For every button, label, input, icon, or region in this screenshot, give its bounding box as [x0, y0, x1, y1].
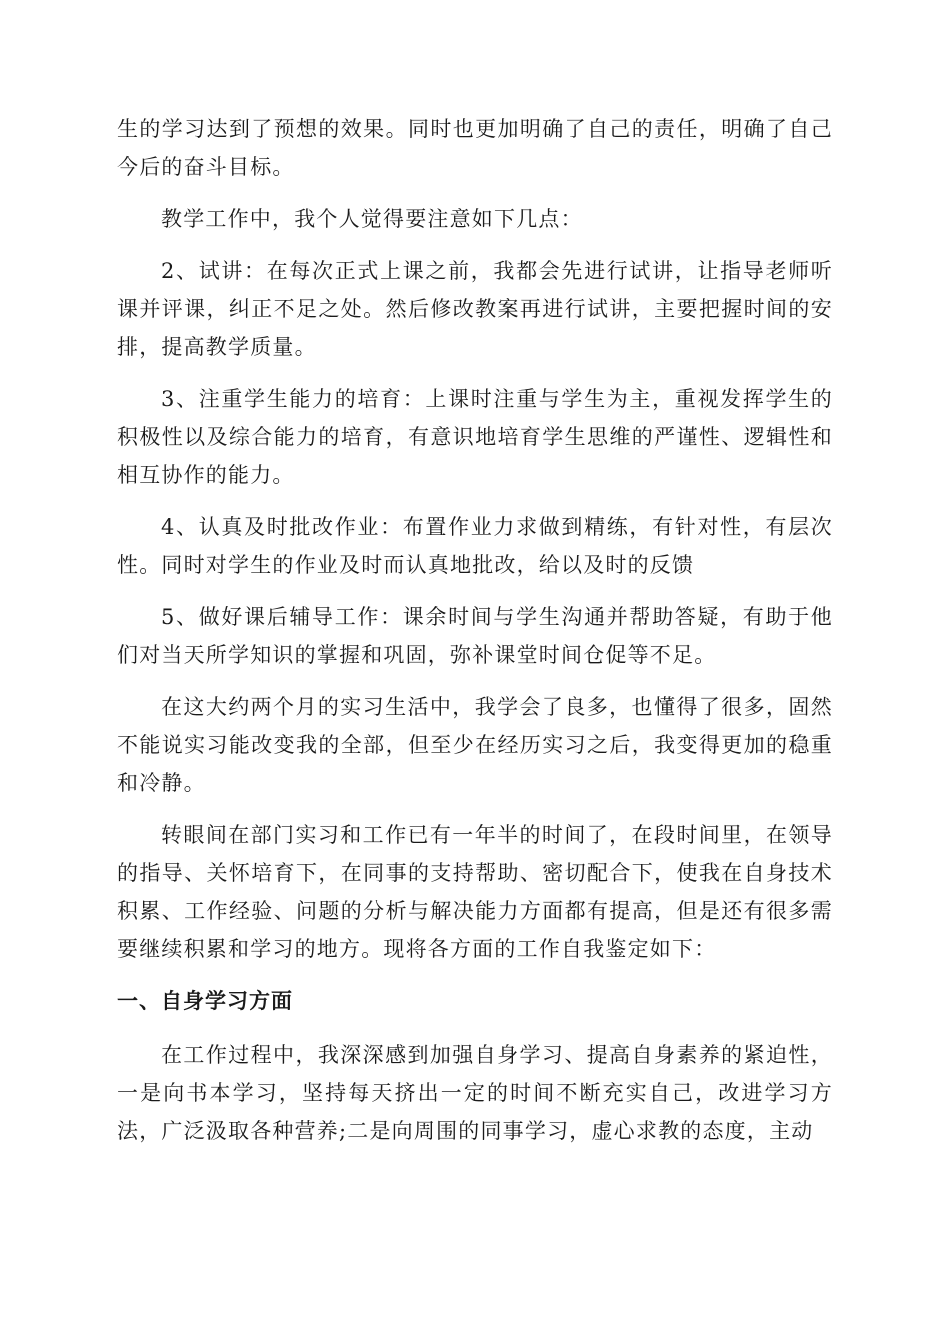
paragraph-item-5: 5、做好课后辅导工作：课余时间与学生沟通并帮助答疑，有助于他们对当天所学知识的掌握和巩固，弥补课堂时间仓促等不足。 — [117, 605, 833, 667]
paragraph-teaching-intro: 教学工作中，我个人觉得要注意如下几点： — [161, 207, 583, 231]
paragraph-internship-summary: 在这大约两个月的实习生活中，我学会了良多，也懂得了很多，固然不能说实习能改变我的全部，但至少在经历实习之后，我变得更加的稳重和冷静。 — [117, 695, 833, 795]
paragraph-item-3: 3、注重学生能力的培育：上课时注重与学生为主，重视发挥学生的积极性以及综合能力的培育，有意识地培育学生思维的严谨性、逻辑性和相互协作的能力。 — [117, 387, 833, 487]
section-heading-self-study: 一、自身学习方面 — [117, 989, 293, 1013]
document-body — [117, 110, 833, 1164]
paragraph-continuation: 生的学习达到了预想的效果。同时也更加明确了自己的责任，明确了自己今后的奋斗目标。 — [117, 117, 833, 179]
paragraph-self-study: 在工作过程中，我深深感到加强自身学习、提高自身素养的紧迫性，一是向书本学习，坚持每天挤出一定的时间不断充实自己，改进学习方法，广泛汲取各种营养;二是向周围的同事学习，虚心求教的态度，主动 — [117, 1043, 833, 1143]
paragraph-item-2: 2、试讲：在每次正式上课之前，我都会先进行试讲，让指导老师听课并评课，纠正不足之处。然后修改教案再进行试讲，主要把握时间的安排，提高教学质量。 — [117, 259, 833, 359]
paragraph-self-evaluation-intro: 转眼间在部门实习和工作已有一年半的时间了，在段时间里，在领导的指导、关怀培育下，在同事的支持帮助、密切配合下，使我在自身技术积累、工作经验、问题的分析与解决能力方面都有提高，但是还有很多需要继续积累和学习的地方。现将各方面的工作自我鉴定如下： — [117, 823, 833, 961]
paragraph-item-4: 4、认真及时批改作业：布置作业力求做到精练，有针对性，有层次性。同时对学生的作业及时而认真地批改，给以及时的反馈 — [117, 515, 833, 577]
